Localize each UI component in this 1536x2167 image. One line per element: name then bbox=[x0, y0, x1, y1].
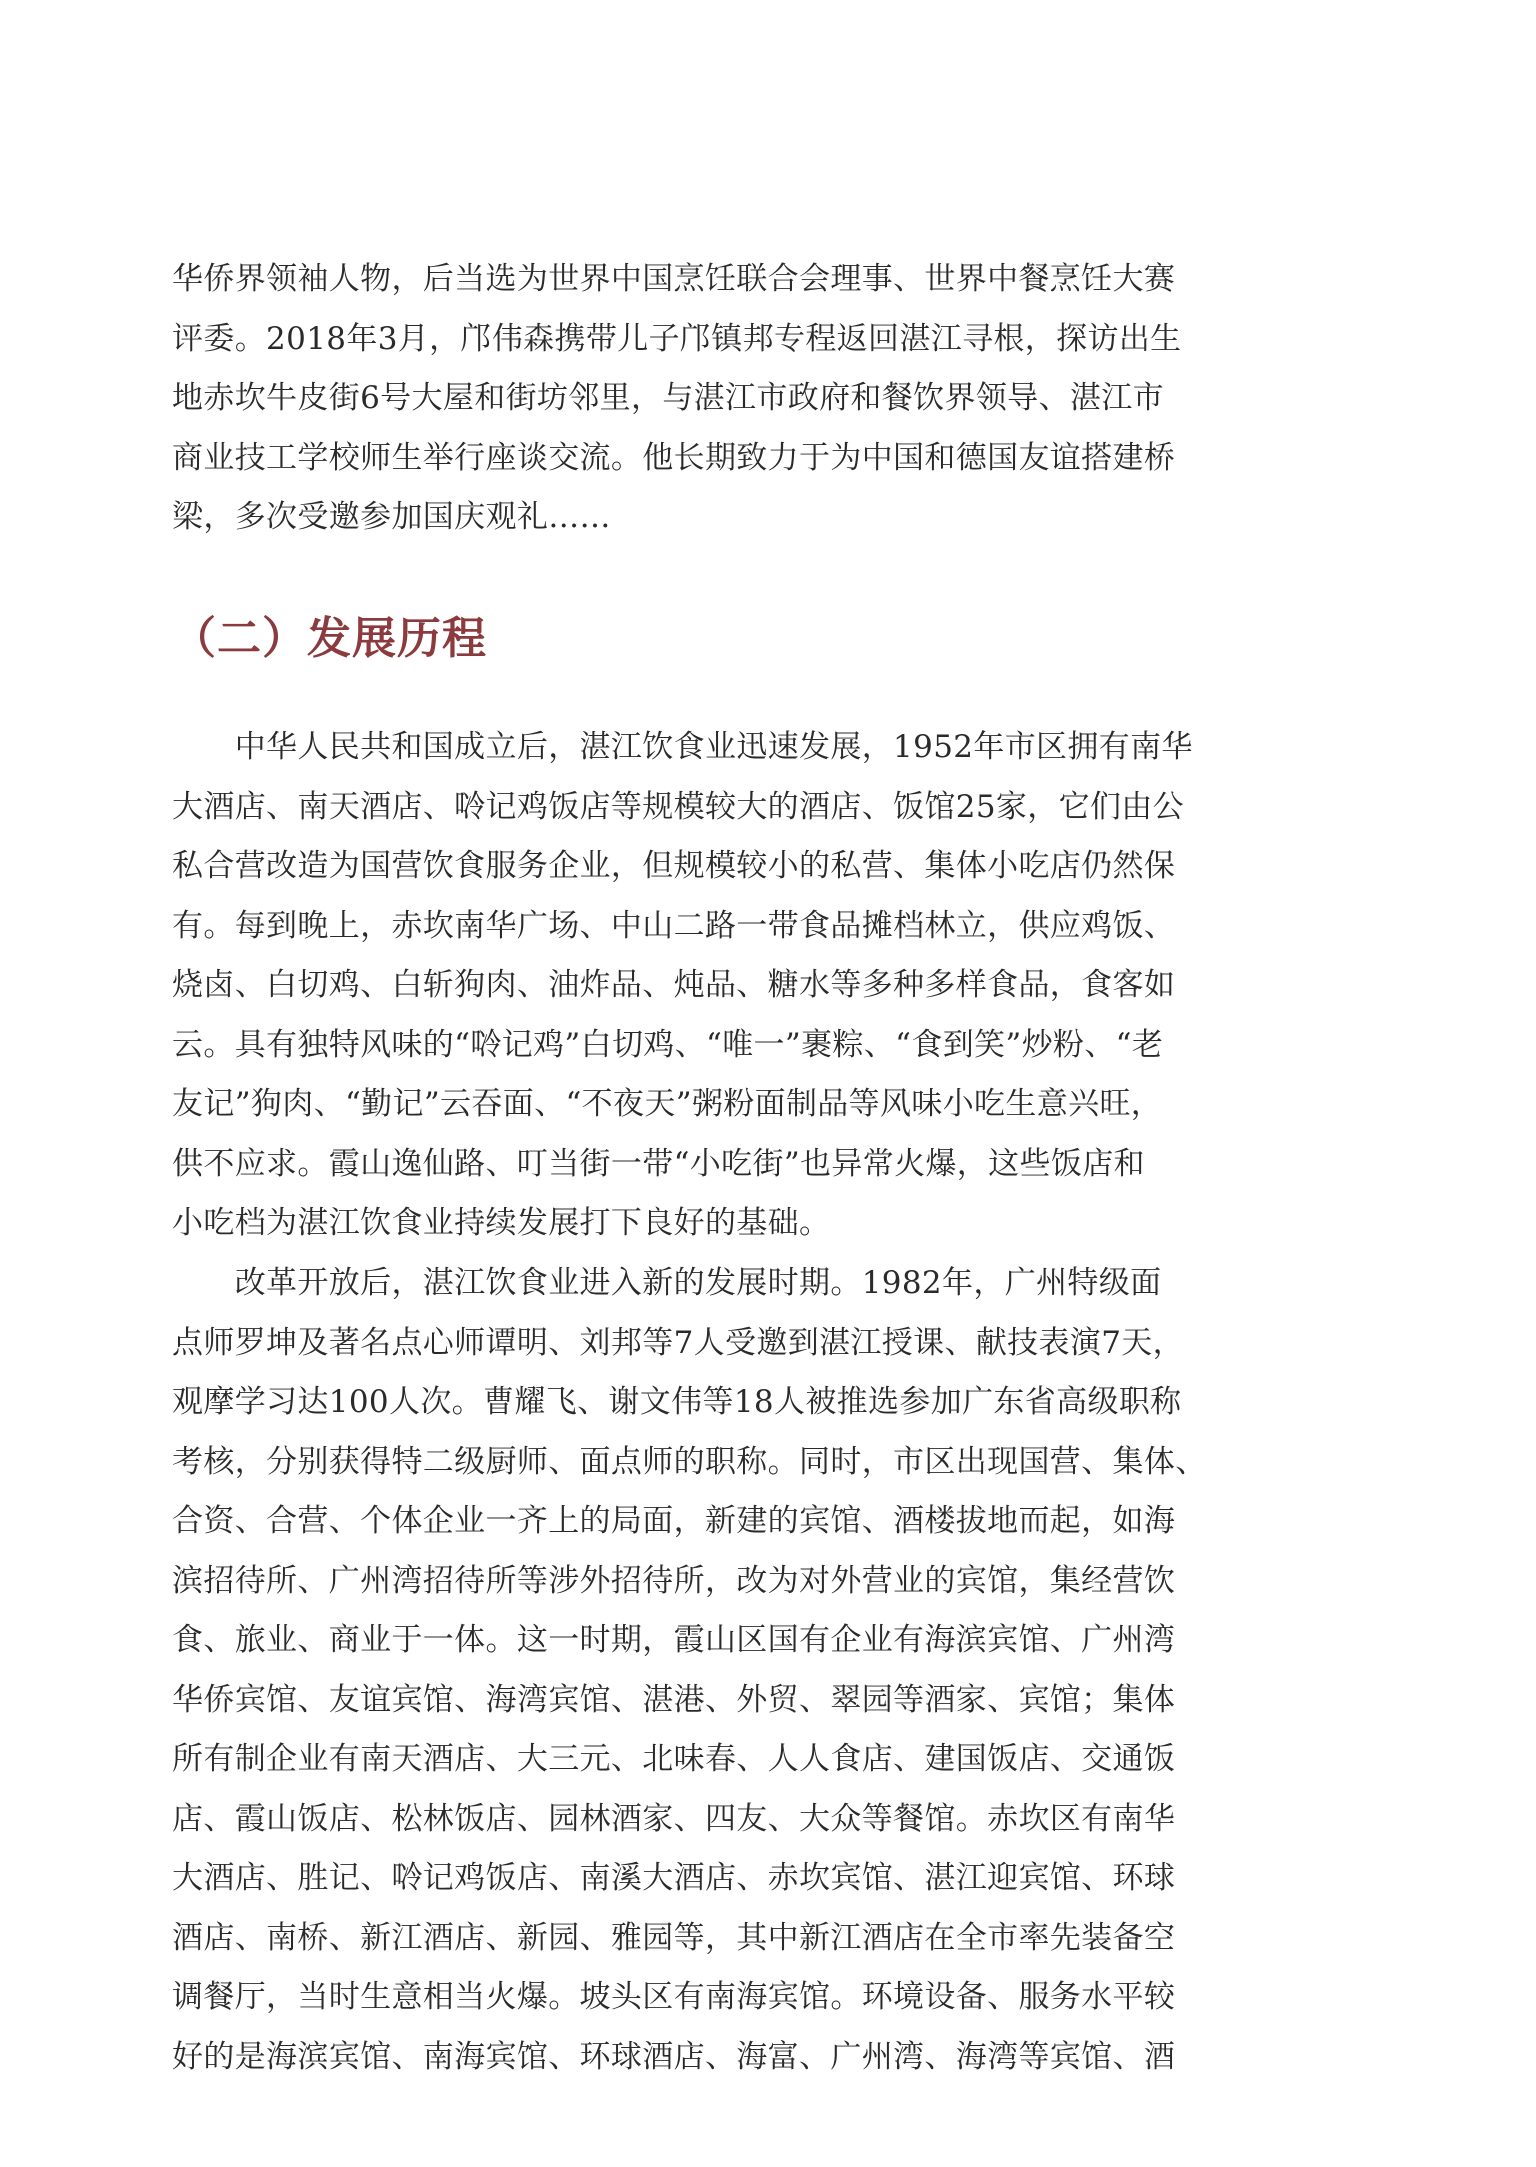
paragraph-line: 云。具有独特风味的“唥记鸡”白切鸡、“唯一”裹粽、“食到笑”炒粉、“老 bbox=[172, 1026, 1164, 1063]
paragraph-line: 合资、合营、个体企业一齐上的局面，新建的宾馆、酒楼拔地而起，如海 bbox=[172, 1503, 1176, 1539]
paragraph-line: 好的是海滨宾馆、南海宾馆、环球酒店、海富、广州湾、海湾等宾馆、酒 bbox=[172, 2038, 1176, 2075]
paragraph-line: 改革开放后，湛江饮食业进入新的发展时期。1982年，广州特级面 bbox=[172, 1265, 1162, 1301]
intro-line: 商业技工学校师生举行座谈交流。他长期致力于为中国和德国友谊搭建桥 bbox=[172, 439, 1176, 476]
paragraph-founding-era bbox=[172, 718, 1290, 1254]
paragraph-line: 友记”狗肉、“勤记”云吞面、“不夜天”粥粉面制品等风味小吃生意兴旺， bbox=[172, 1086, 1163, 1122]
paragraph-line: 考核，分别获得特二级厨师、面点师的职称。同时，市区出现国营、集体、 bbox=[172, 1443, 1207, 1480]
intro-line: 华侨界领袖人物，后当选为世界中国烹饪联合会理事、世界中餐烹饪大赛 bbox=[172, 261, 1176, 297]
paragraph-line: 所有制企业有南天酒店、大三元、北味春、人人食店、建国饭店、交通饭 bbox=[172, 1741, 1176, 1777]
paragraph-line: 小吃档为湛江饮食业持续发展打下良好的基础。 bbox=[172, 1205, 831, 1241]
paragraph-line: 供不应求。霞山逸仙路、叮当街一带“小吃街”也异常火爆，这些饭店和 bbox=[172, 1145, 1145, 1182]
paragraph-line: 酒店、南桥、新江酒店、新园、雅园等，其中新江酒店在全市率先装备空 bbox=[172, 1919, 1176, 1956]
paragraph-line: 滨招待所、广州湾招待所等涉外招待所，改为对外营业的宾馆，集经营饮 bbox=[172, 1562, 1176, 1599]
paragraph-line: 观摩学习达100人次。曹耀飞、谢文伟等18人被推选参加广东省高级职称 bbox=[172, 1384, 1182, 1420]
intro-line: 梁，多次受邀参加国庆观礼…… bbox=[172, 499, 611, 535]
paragraph-line: 华侨宾馆、友谊宾馆、海湾宾馆、湛港、外贸、翠园等酒家、宾馆；集体 bbox=[172, 1681, 1176, 1718]
paragraph-line: 烧卤、白切鸡、白斩狗肉、油炸品、炖品、糖水等多种多样食品，食客如 bbox=[172, 967, 1176, 1003]
intro-paragraph bbox=[172, 250, 1290, 548]
intro-line: 评委。2018年3月，邝伟森携带儿子邝镇邦专程返回湛江寻根，探访出生 bbox=[172, 320, 1182, 357]
intro-line: 地赤坎牛皮街6号大屋和街坊邻里，与湛江市政府和餐饮界领导、湛江市 bbox=[172, 380, 1164, 416]
paragraph-line: 调餐厅，当时生意相当火爆。坡头区有南海宾馆。环境设备、服务水平较 bbox=[172, 1979, 1176, 2015]
paragraph-line: 大酒店、胜记、唥记鸡饭店、南溪大酒店、赤坎宾馆、湛江迎宾馆、环球 bbox=[172, 1860, 1176, 1896]
paragraph-line: 有。每到晚上，赤坎南华广场、中山二路一带食品摊档林立，供应鸡饭、 bbox=[172, 907, 1176, 944]
paragraph-line: 点师罗坤及著名点心师谭明、刘邦等7人受邀到湛江授课、献技表演7天， bbox=[172, 1324, 1184, 1361]
paragraph-line: 中华人民共和国成立后，湛江饮食业迅速发展，1952年市区拥有南华 bbox=[172, 729, 1193, 765]
section-heading: （二）发展历程 bbox=[172, 613, 487, 664]
paragraph-line: 大酒店、南天酒店、唥记鸡饭店等规模较大的酒店、饭馆25家，它们由公 bbox=[172, 788, 1184, 825]
paragraph-line: 店、霞山饭店、松林饭店、园林酒家、四友、大众等餐馆。赤坎区有南华 bbox=[172, 1800, 1176, 1837]
paragraph-line: 食、旅业、商业于一体。这一时期，霞山区国有企业有海滨宾馆、广州湾 bbox=[172, 1622, 1176, 1658]
paragraph-reform-era bbox=[172, 1254, 1290, 2087]
paragraph-line: 私合营改造为国营饮食服务企业，但规模较小的私营、集体小吃店仍然保 bbox=[172, 848, 1176, 884]
